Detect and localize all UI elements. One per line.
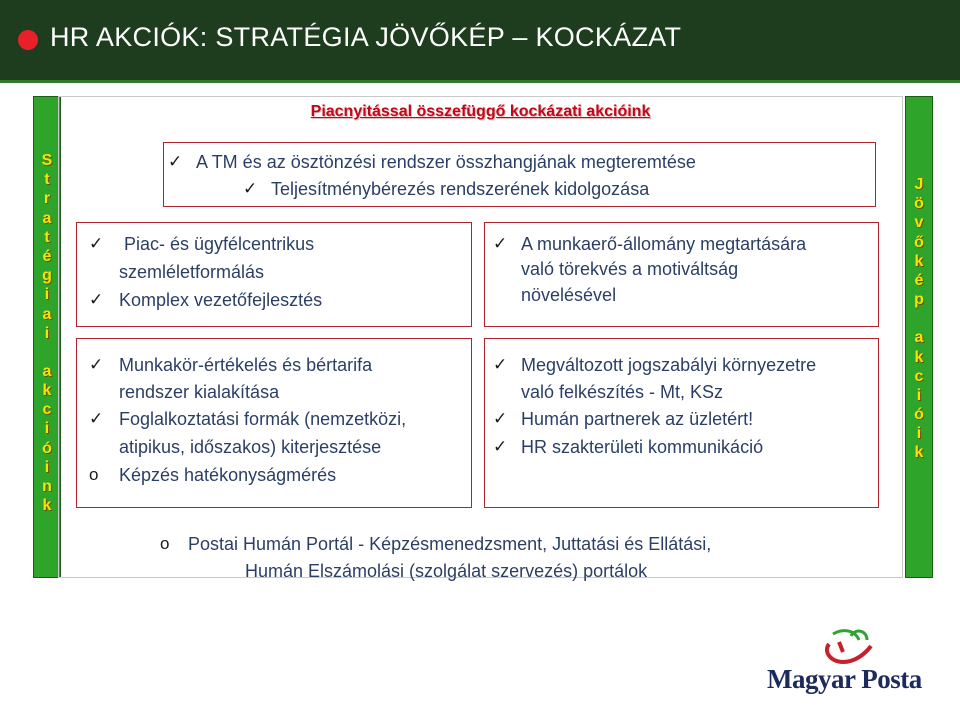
- vertical-letter: J: [914, 176, 924, 193]
- check-icon: ✓: [493, 409, 508, 428]
- circle-bullet-icon: o: [89, 465, 99, 484]
- vertical-letter: g: [42, 267, 52, 285]
- box-left-2-line: rendszer kialakítása: [119, 382, 280, 402]
- check-icon: ✓: [493, 234, 508, 253]
- box-left-2-line: Képzés hatékonyságmérés: [119, 465, 337, 485]
- right-vertical-label: [905, 96, 933, 578]
- vertical-letter: k: [914, 252, 924, 270]
- vertical-letter: ó: [914, 406, 924, 424]
- check-icon: ✓: [493, 437, 508, 456]
- header-divider: [0, 80, 960, 83]
- check-icon: ✓: [89, 355, 104, 374]
- box-right-1-line: A munkaerő-állomány megtartására: [521, 234, 807, 254]
- page-title: HR AKCIÓK: STRATÉGIA JÖVŐKÉP – KOCKÁZAT: [50, 22, 682, 52]
- vertical-letter: c: [914, 367, 924, 385]
- bottom-note-line: Postai Humán Portál - Képzésmenedzsment, Juttatási és Ellátási,: [188, 534, 712, 554]
- vertical-letter: ó: [42, 439, 52, 457]
- check-icon: ✓: [243, 179, 258, 198]
- panel-title: Piacnyitással összefüggő kockázati akcióink: [310, 103, 651, 120]
- vertical-letter: r: [43, 190, 51, 208]
- vertical-letter: k: [914, 444, 924, 462]
- vertical-letter: t: [44, 228, 50, 246]
- vertical-letter: i: [44, 286, 50, 304]
- vertical-letter: n: [42, 478, 52, 495]
- check-icon: ✓: [89, 409, 104, 428]
- top-box-line: Teljesítménybérezés rendszerének kidolgozása: [271, 179, 650, 199]
- vertical-letter: v: [914, 214, 924, 232]
- box-right-2-line: Megváltozott jogszabályi környezetre: [521, 355, 817, 375]
- box-right-1-line: való törekvés a motiváltság: [521, 259, 739, 279]
- bottom-note-line: Humán Elszámolási (szolgálat szervezés) portálok: [245, 561, 648, 581]
- box-left-1-line: Komplex vezetőfejlesztés: [119, 290, 323, 310]
- box-left-2-line: atipikus, időszakos) kiterjesztése: [119, 437, 382, 457]
- vertical-letter: k: [914, 348, 924, 366]
- vertical-letter: a: [42, 362, 52, 380]
- left-vertical-label: [33, 96, 61, 578]
- box-left-2-line: Foglalkoztatási formák (nemzetközi,: [119, 409, 407, 429]
- vertical-letter: é: [914, 271, 924, 289]
- vertical-letter: i: [44, 458, 50, 476]
- logo-text: Magyar Posta: [767, 664, 922, 694]
- vertical-letter: a: [42, 305, 52, 323]
- check-icon: ✓: [89, 234, 104, 253]
- box-left-2-line: Munkakör-értékelés és bértarifa: [119, 355, 373, 375]
- box-left-1-line: szemléletformálás: [119, 262, 265, 282]
- check-icon: ✓: [168, 152, 183, 171]
- vertical-letter: k: [42, 382, 52, 400]
- vertical-letter: i: [44, 420, 50, 438]
- box-right-2-line: Humán partnerek az üzletért!: [521, 409, 754, 429]
- vertical-letter: p: [914, 291, 924, 309]
- vertical-letter: ő: [914, 233, 924, 251]
- vertical-letter: ö: [914, 195, 924, 213]
- circle-bullet-icon: o: [160, 534, 170, 553]
- vertical-letter: k: [42, 497, 52, 515]
- vertical-letter: a: [42, 209, 52, 227]
- bullet-dot-icon: [18, 30, 38, 50]
- vertical-letter: S: [41, 152, 53, 169]
- header-bar: [0, 0, 960, 80]
- box-right-1-line: növelésével: [521, 285, 617, 305]
- vertical-letter: i: [916, 386, 922, 404]
- vertical-letter: i: [44, 324, 50, 342]
- box-left-1-line: Piac- és ügyfélcentrikus: [124, 234, 315, 254]
- check-icon: ✓: [493, 355, 508, 374]
- vertical-letter: a: [914, 329, 924, 347]
- vertical-letter: i: [916, 425, 922, 443]
- vertical-letter: t: [44, 171, 50, 189]
- vertical-letter: é: [42, 247, 52, 265]
- check-icon: ✓: [89, 290, 104, 309]
- box-right-2-line: való felkészítés - Mt, KSz: [521, 382, 724, 402]
- box-right-2-line: HR szakterületi kommunikáció: [521, 437, 764, 457]
- vertical-letter: c: [42, 401, 52, 419]
- top-box-line: A TM és az ösztönzési rendszer összhangjának megteremtése: [196, 152, 696, 172]
